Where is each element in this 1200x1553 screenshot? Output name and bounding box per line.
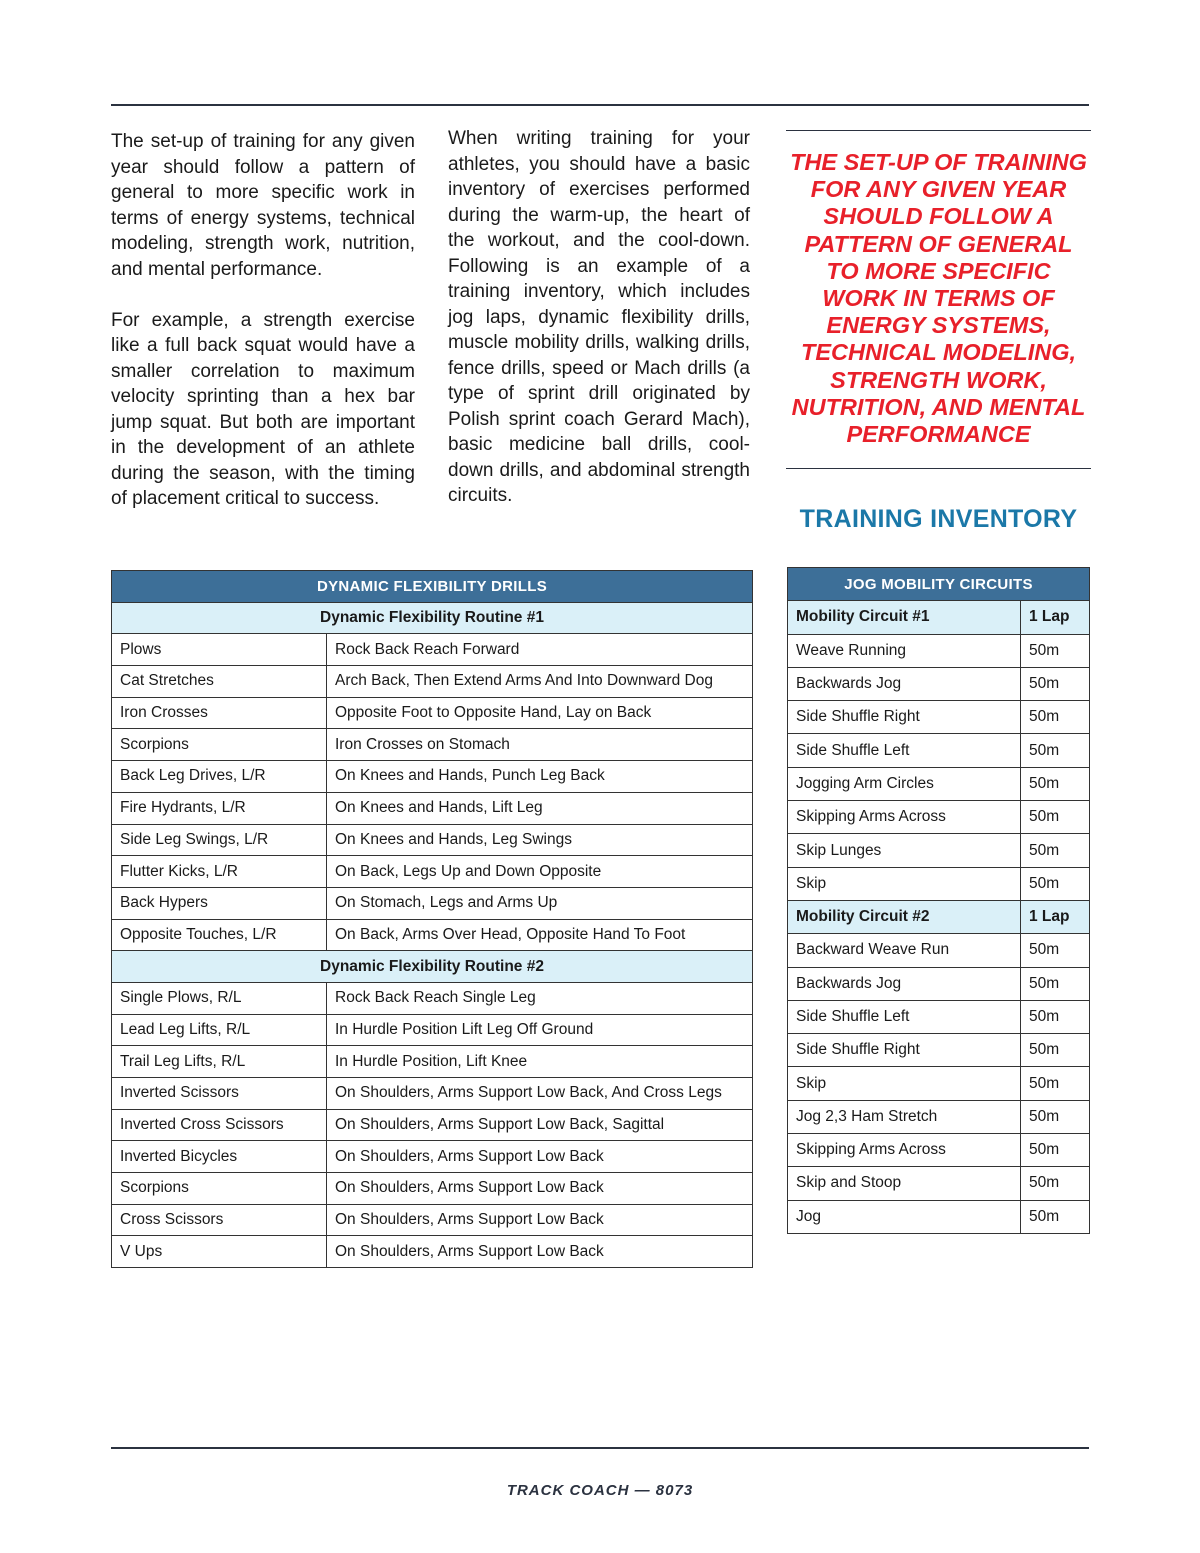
drill-name-cell: Side Shuffle Right [788, 701, 1021, 734]
exercise-description-cell: Rock Back Reach Forward [327, 634, 753, 666]
table-row [788, 867, 1090, 900]
body-column-1 [111, 129, 415, 537]
section-title: TRAINING INVENTORY [799, 505, 1078, 533]
drill-name-cell: Jog 2,3 Ham Stretch [788, 1100, 1021, 1133]
exercise-description-cell: On Knees and Hands, Lift Leg [327, 792, 753, 824]
drill-name-cell: Skip Lunges [788, 834, 1021, 867]
table-row [788, 834, 1090, 867]
table-row [112, 1236, 753, 1268]
distance-cell: 50m [1021, 934, 1090, 967]
table-row [788, 667, 1090, 700]
exercise-description-cell: On Shoulders, Arms Support Low Back [327, 1204, 753, 1236]
table-row [788, 634, 1090, 667]
exercise-name-cell: Trail Leg Lifts, R/L [112, 1046, 327, 1078]
table-row [112, 1109, 753, 1141]
circuit-laps: 1 Lap [1021, 601, 1090, 634]
exercise-name-cell: Inverted Scissors [112, 1078, 327, 1110]
distance-cell: 50m [1021, 667, 1090, 700]
table-row [112, 792, 753, 824]
table-row [112, 1141, 753, 1173]
routine-title: Dynamic Flexibility Routine #1 [112, 602, 753, 634]
page-footer: TRACK COACH — 8073 [506, 1482, 694, 1499]
drill-name-cell: Skip and Stoop [788, 1167, 1021, 1200]
distance-cell: 50m [1021, 867, 1090, 900]
distance-cell: 50m [1021, 701, 1090, 734]
dynamic-flexibility-table [111, 570, 753, 1268]
pull-quote: THE SET-UP OF TRAINING FOR ANY GIVEN YEAR SHOULD FOLLOW A PATTERN OF GENERAL TO MORE SPECIFIC WORK IN TERMS OF ENERGY SYSTEMS, TECHNICAL MODELING, STRENGTH WORK, NUTRITION, AND MENTAL PERFORMANCE [790, 149, 1087, 448]
bottom-rule [111, 1447, 1089, 1449]
col2-paragraph-1: When writing training for your athletes, you should have a basic inventory of exercises performed during the warm-up, the heart of the workout, and the cool-down. Following is an example of a training inventory, which includes jog laps, dynamic flexibility drills, muscle mobility drills, walking drills, fence drills, speed or Mach drills (a type of sprint drill originated by Polish sprint coach Gerard Mach), basic medicine ball drills, cool-down drills, and abdominal strength circuits. [448, 128, 750, 506]
drill-name-cell: Backwards Jog [788, 667, 1021, 700]
circuit-laps: 1 Lap [1021, 900, 1090, 933]
exercise-description-cell: On Back, Legs Up and Down Opposite [327, 856, 753, 888]
circuit-subheader-row [788, 601, 1090, 634]
distance-cell: 50m [1021, 801, 1090, 834]
table-row [112, 634, 753, 666]
exercise-name-cell: Inverted Bicycles [112, 1141, 327, 1173]
exercise-description-cell: On Shoulders, Arms Support Low Back [327, 1173, 753, 1205]
table-row [788, 967, 1090, 1000]
exercise-description-cell: On Knees and Hands, Leg Swings [327, 824, 753, 856]
exercise-name-cell: Plows [112, 634, 327, 666]
exercise-name-cell: Flutter Kicks, L/R [112, 856, 327, 888]
pull-quote-box [786, 130, 1091, 469]
distance-cell: 50m [1021, 1034, 1090, 1067]
table-row [788, 767, 1090, 800]
drill-name-cell: Side Shuffle Left [788, 734, 1021, 767]
table-row [112, 1014, 753, 1046]
exercise-name-cell: V Ups [112, 1236, 327, 1268]
routine-subheader-row [112, 602, 753, 634]
distance-cell: 50m [1021, 734, 1090, 767]
body-column-2 [448, 126, 750, 534]
table-title: DYNAMIC FLEXIBILITY DRILLS [112, 571, 753, 603]
distance-cell: 50m [1021, 1000, 1090, 1033]
distance-cell: 50m [1021, 767, 1090, 800]
table-row [112, 824, 753, 856]
drill-name-cell: Weave Running [788, 634, 1021, 667]
table-row [112, 887, 753, 919]
table-row [788, 934, 1090, 967]
exercise-name-cell: Fire Hydrants, L/R [112, 792, 327, 824]
drill-name-cell: Jog [788, 1200, 1021, 1233]
table-row [112, 1078, 753, 1110]
exercise-description-cell: On Back, Arms Over Head, Opposite Hand To Foot [327, 919, 753, 951]
exercise-description-cell: In Hurdle Position, Lift Knee [327, 1046, 753, 1078]
table-row [112, 1046, 753, 1078]
exercise-name-cell: Back Leg Drives, L/R [112, 761, 327, 793]
jog-mobility-table [787, 567, 1090, 1234]
exercise-description-cell: On Shoulders, Arms Support Low Back, And Cross Legs [327, 1078, 753, 1110]
distance-cell: 50m [1021, 834, 1090, 867]
table-row [788, 1167, 1090, 1200]
distance-cell: 50m [1021, 1200, 1090, 1233]
exercise-name-cell: Cat Stretches [112, 666, 327, 698]
table-row [112, 1173, 753, 1205]
table-header-row [788, 568, 1090, 601]
table-row [112, 729, 753, 761]
table-row [112, 856, 753, 888]
distance-cell: 50m [1021, 1167, 1090, 1200]
table-row [788, 1100, 1090, 1133]
table-row [788, 1134, 1090, 1167]
table-row [112, 761, 753, 793]
exercise-name-cell: Iron Crosses [112, 697, 327, 729]
table-row [112, 982, 753, 1014]
table-row [112, 666, 753, 698]
exercise-name-cell: Cross Scissors [112, 1204, 327, 1236]
table-row [788, 1067, 1090, 1100]
drill-name-cell: Skip [788, 867, 1021, 900]
exercise-name-cell: Opposite Touches, L/R [112, 919, 327, 951]
exercise-name-cell: Inverted Cross Scissors [112, 1109, 327, 1141]
circuit-title: Mobility Circuit #1 [788, 601, 1021, 634]
table-row [112, 697, 753, 729]
top-rule [111, 104, 1089, 106]
table-row [112, 1204, 753, 1236]
drill-name-cell: Skipping Arms Across [788, 801, 1021, 834]
exercise-name-cell: Back Hypers [112, 887, 327, 919]
distance-cell: 50m [1021, 967, 1090, 1000]
exercise-name-cell: Lead Leg Lifts, R/L [112, 1014, 327, 1046]
table-row [788, 734, 1090, 767]
exercise-name-cell: Scorpions [112, 1173, 327, 1205]
table-row [788, 1034, 1090, 1067]
table-row [788, 1200, 1090, 1233]
drill-name-cell: Backwards Jog [788, 967, 1021, 1000]
exercise-description-cell: On Shoulders, Arms Support Low Back, Sagittal [327, 1109, 753, 1141]
distance-cell: 50m [1021, 1100, 1090, 1133]
col1-paragraph-2: For example, a strength exercise like a full back squat would have a smaller correlation to maximum velocity sprinting than a hex bar jump squat. But both are important in the development of an athlete during the season, with the timing of placement critical to success. [111, 309, 415, 509]
routine-title: Dynamic Flexibility Routine #2 [112, 951, 753, 983]
exercise-description-cell: Rock Back Reach Single Leg [327, 982, 753, 1014]
drill-name-cell: Jogging Arm Circles [788, 767, 1021, 800]
drill-name-cell: Backward Weave Run [788, 934, 1021, 967]
col1-paragraph-1: The set-up of training for any given year should follow a pattern of general to more specific work in terms of energy systems, technical modeling, strength work, nutrition, and mental performance. [111, 131, 415, 280]
exercise-description-cell: On Shoulders, Arms Support Low Back [327, 1236, 753, 1268]
exercise-description-cell: Arch Back, Then Extend Arms And Into Downward Dog [327, 666, 753, 698]
drill-name-cell: Skip [788, 1067, 1021, 1100]
routine-subheader-row [112, 951, 753, 983]
exercise-name-cell: Side Leg Swings, L/R [112, 824, 327, 856]
table-row [788, 701, 1090, 734]
table-row [788, 801, 1090, 834]
exercise-description-cell: On Shoulders, Arms Support Low Back [327, 1141, 753, 1173]
drill-name-cell: Side Shuffle Left [788, 1000, 1021, 1033]
exercise-description-cell: Iron Crosses on Stomach [327, 729, 753, 761]
table-header-row [112, 571, 753, 603]
exercise-description-cell: Opposite Foot to Opposite Hand, Lay on Back [327, 697, 753, 729]
circuit-subheader-row [788, 900, 1090, 933]
drill-name-cell: Side Shuffle Right [788, 1034, 1021, 1067]
exercise-name-cell: Single Plows, R/L [112, 982, 327, 1014]
distance-cell: 50m [1021, 1134, 1090, 1167]
table-row [112, 919, 753, 951]
distance-cell: 50m [1021, 634, 1090, 667]
circuit-title: Mobility Circuit #2 [788, 900, 1021, 933]
exercise-description-cell: In Hurdle Position Lift Leg Off Ground [327, 1014, 753, 1046]
table-row [788, 1000, 1090, 1033]
drill-name-cell: Skipping Arms Across [788, 1134, 1021, 1167]
exercise-description-cell: On Knees and Hands, Punch Leg Back [327, 761, 753, 793]
table-title: JOG MOBILITY CIRCUITS [788, 568, 1090, 601]
distance-cell: 50m [1021, 1067, 1090, 1100]
exercise-description-cell: On Stomach, Legs and Arms Up [327, 887, 753, 919]
exercise-name-cell: Scorpions [112, 729, 327, 761]
